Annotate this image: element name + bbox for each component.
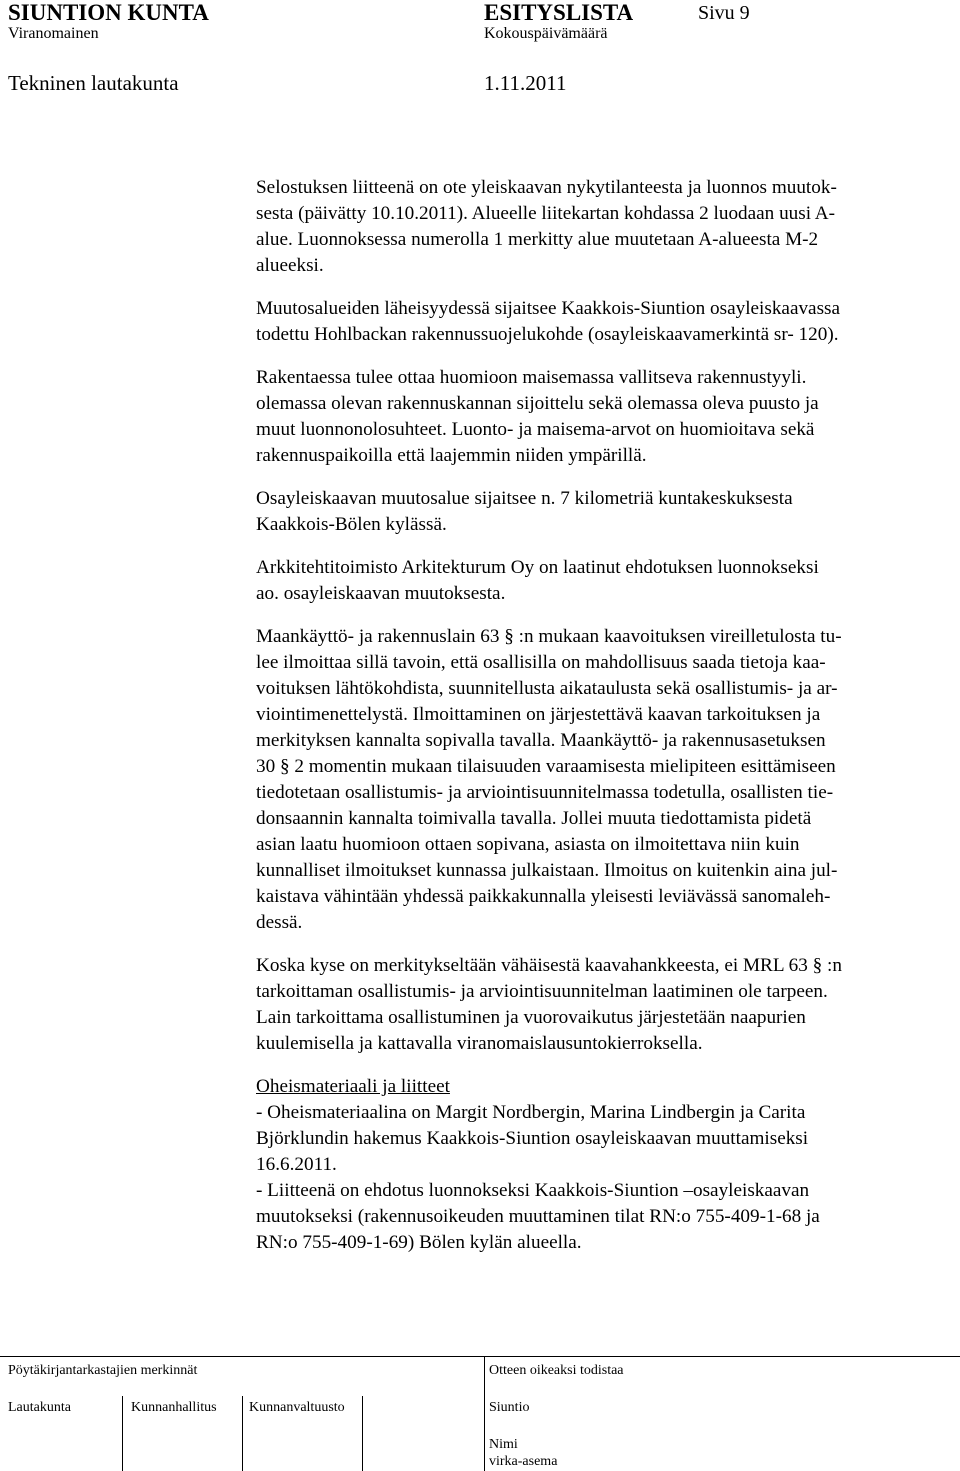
committee-name: Tekninen lautakunta [8,71,179,95]
paragraph-attachment-note: Selostuksen liitteenä on ote yleiskaavan nykytilanteesta ja luonnos muutok- sesta (päivätty 10.10.2011). Alueelle liitekartan kohdassa 2 luodaan uusi A- alue. Luonnoksessa numerolla 1 merkitty alue muutetaan A-alueesta M-2 alueeksi. [256,177,837,276]
paragraph-protection-site: Muutosalueiden läheisyydessä sijaitsee Kaakkois-Siuntion osayleiskaavassa todettu Hohlbackan rakennussuojelukohde (osayleiskaavamerkintä sr- 120). [256,298,841,345]
footer-body-kunnanhallitus: Kunnanhallitus [131,1400,217,1415]
certified-label: Otteen oikeaksi todistaa [489,1363,624,1378]
footer-column-divider [484,1356,485,1471]
footer-divider [0,1356,960,1357]
meeting-date: 1.11.2011 [484,71,567,95]
reviewers-label: Pöytäkirjantarkastajien merkinnät [8,1363,198,1378]
document-type: ESITYSLISTA [484,0,634,25]
paragraph-land-use-act: Maankäyttö- ja rakennuslain 63 § :n mukaan kaavoituksen vireilletulosta tu- lee ilmoittaa sillä tavoin, että osallisilla on mahdollisuus saada tietoja kaa- voituksen lähtökohdista, suunnitellusta aikataulusta sekä osallistumis- ja ar- viointimenettelystä. Ilmoittaminen on järjestettävä kaavan tarkoituksen ja merkityksen kannalta sopivalla tavalla. Maankäyttö- ja rakennusasetuksen 30 § 2 momentin mukaan tilaisuuden varaamisesta mielipiteen esittämiseen tiedotetaan osallistumis- ja arviointisuunnitelmassa todetulla, osallisten tie- donsaannin kannalta toimivalla tavalla. Jollei muuta tiedottamista pidetä asian laatu huomioon ottaen sopivana, asiasta on ilmoitettava niin kuin kunnalliset ilmoitukset kunnassa julkaistaan. Ilmoitus on kuitenkin aina jul- kaistava vähintään yhdessä paikkakunnalla yleisesti leviävässä sanomaleh- dessä. [256,626,842,933]
footer-name-label: Nimi [489,1437,518,1452]
paragraph-location: Osayleiskaavan muutosalue sijaitsee n. 7 kilometriä kuntakeskuksesta Kaakkois-Bölen kylässä. [256,488,793,535]
footer-title-label: virka-asema [489,1454,558,1469]
authority-label: Viranomainen [8,25,99,42]
attachments-heading: Oheismateriaali ja liitteet [256,1076,450,1097]
page-number: Sivu 9 [698,2,750,24]
footer-body-lautakunta: Lautakunta [8,1400,71,1415]
footer-place: Siuntio [489,1400,530,1415]
paragraph-architect: Arkkitehtitoimisto Arkitekturum Oy on laatinut ehdotuksen luonnokseksi ao. osayleiskaavan muutoksesta. [256,557,819,604]
footer-box-divider-3 [362,1396,363,1471]
meeting-date-label: Kokouspäivämäärä [484,25,608,42]
paragraph-building-style: Rakentaessa tulee ottaa huomioon maisemassa vallitseva rakennustyyli. olemassa olevan rakennuskannan sijoittelu sekä olemassa oleva puusto ja muut luonnonolosuhteet. Luonto- ja maisema-arvot on huomioitava sekä rakennuspaikoilla että laajemmin niiden ympärillä. [256,367,819,466]
footer-box-divider-1 [122,1396,123,1471]
org-name: SIUNTION KUNTA [8,0,209,25]
paragraph-mrl-note: Koska kyse on merkitykseltään vähäisestä kaavahankkeesta, ei MRL 63 § :n tarkoittaman osallistumis- ja arviointisuunnitelman laatiminen ole tarpeen. Lain tarkoittama osallistuminen ja vuorovaikutus järjestetään naapurien kuulemisella ja kattavalla viranomaislausuntokierroksella. [256,955,842,1054]
footer-body-kunnanvaltuusto: Kunnanvaltuusto [249,1400,345,1415]
footer-box-divider-2 [242,1396,243,1471]
document-body [256,175,926,1273]
attachments-section: Oheismateriaali ja liitteet - Oheismateriaalina on Margit Nordbergin, Marina Lindbergin ja Carita Björklundin hakemus Kaakkois-Siuntion osayleiskaavan muuttamiseksi 16.6.2011. - Liitteenä on ehdotus luonnokseksi Kaakkois-Siuntion –osayleiskaavan muutokseksi (rakennusoikeuden muuttaminen tilat RN:o 755-409-1-68 ja RN:o 755-409-1-69) Bölen kylän alueella. [256,1074,926,1256]
